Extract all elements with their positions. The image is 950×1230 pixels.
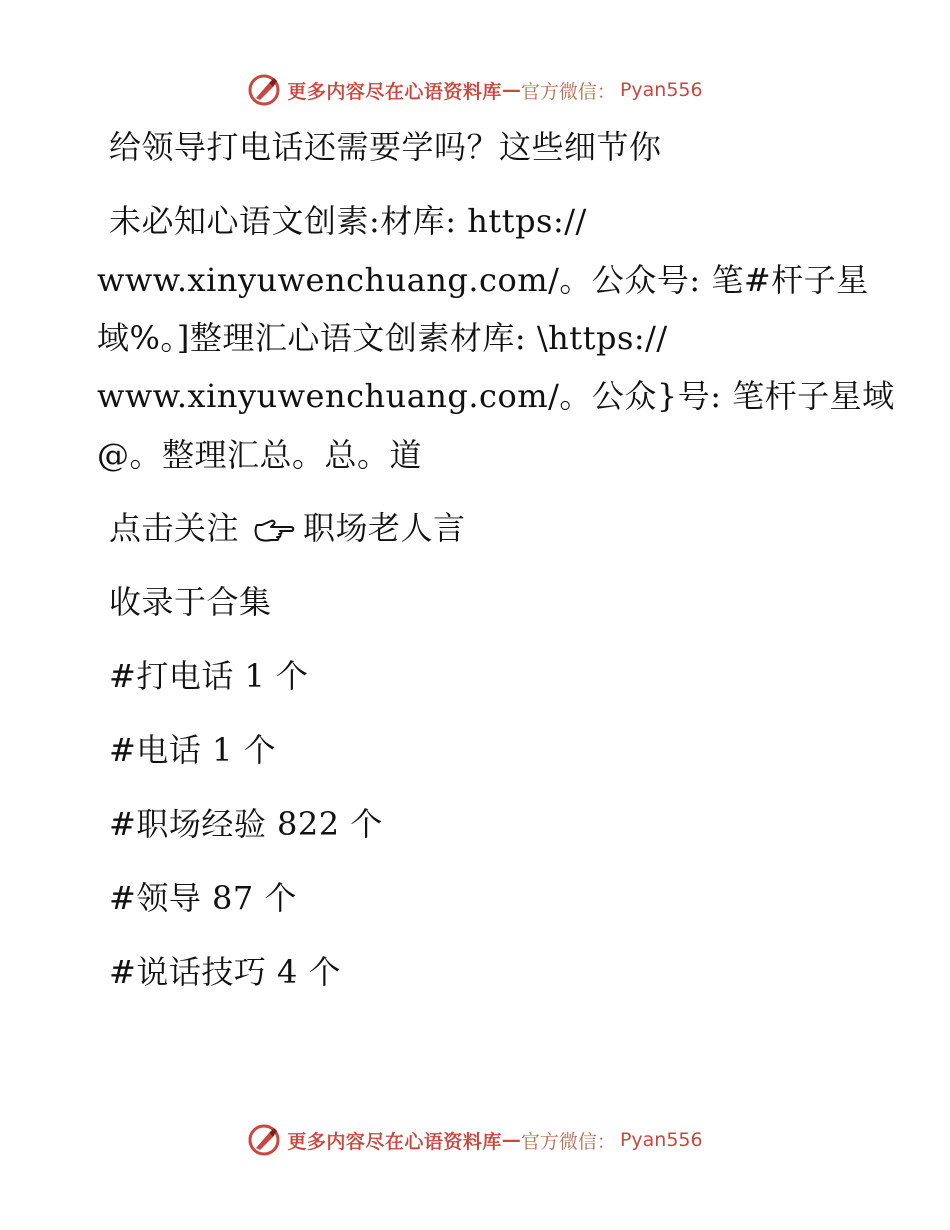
follow-label: 点击关注 [109,509,240,547]
article-title: 给领导打电话还需要学吗？这些细节你 [109,128,662,166]
follow-account[interactable]: 职场老人言 [303,509,466,547]
tag-item[interactable]: #说话技巧 4 个 [109,953,342,991]
pen-nib-logo-icon [247,1123,281,1157]
body-line: 未必知心语文创素:材库: https:// [109,202,587,240]
tag-item[interactable]: #职场经验 822 个 [109,805,383,843]
banner-dash: — [501,1129,521,1151]
header-banner [0,70,950,110]
tag-item[interactable]: #领导 87 个 [109,879,297,917]
collection-label: 收录于合集 [109,583,272,621]
body-line: 域%。]整理汇心语文创素材库: \https:// [97,319,668,357]
banner-brand: 更多内容尽在心语资料库 [287,1130,502,1153]
pointing-hand-icon [253,519,295,543]
banner-handle: Pyan556 [619,79,703,101]
tag-item[interactable]: #电话 1 个 [109,731,277,769]
body-line: www.xinyuwenchuang.com/。公众号: 笔#杆子星 [97,261,869,299]
footer-banner [0,1120,950,1160]
tag-item[interactable]: #打电话 1 个 [109,657,309,695]
pen-nib-logo-icon [247,73,281,107]
banner-brand: 更多内容尽在心语资料库 [287,80,502,103]
follow-row[interactable] [109,508,466,548]
banner-dash: — [501,79,521,101]
body-line: @。整理汇总。总。道 [97,436,423,474]
banner-wechat-label: 官方微信： [520,1130,616,1153]
body-line: www.xinyuwenchuang.com/。公众}号: 笔杆子星域 [97,377,895,415]
banner-handle: Pyan556 [619,1129,703,1151]
banner-wechat-label: 官方微信： [520,80,616,103]
